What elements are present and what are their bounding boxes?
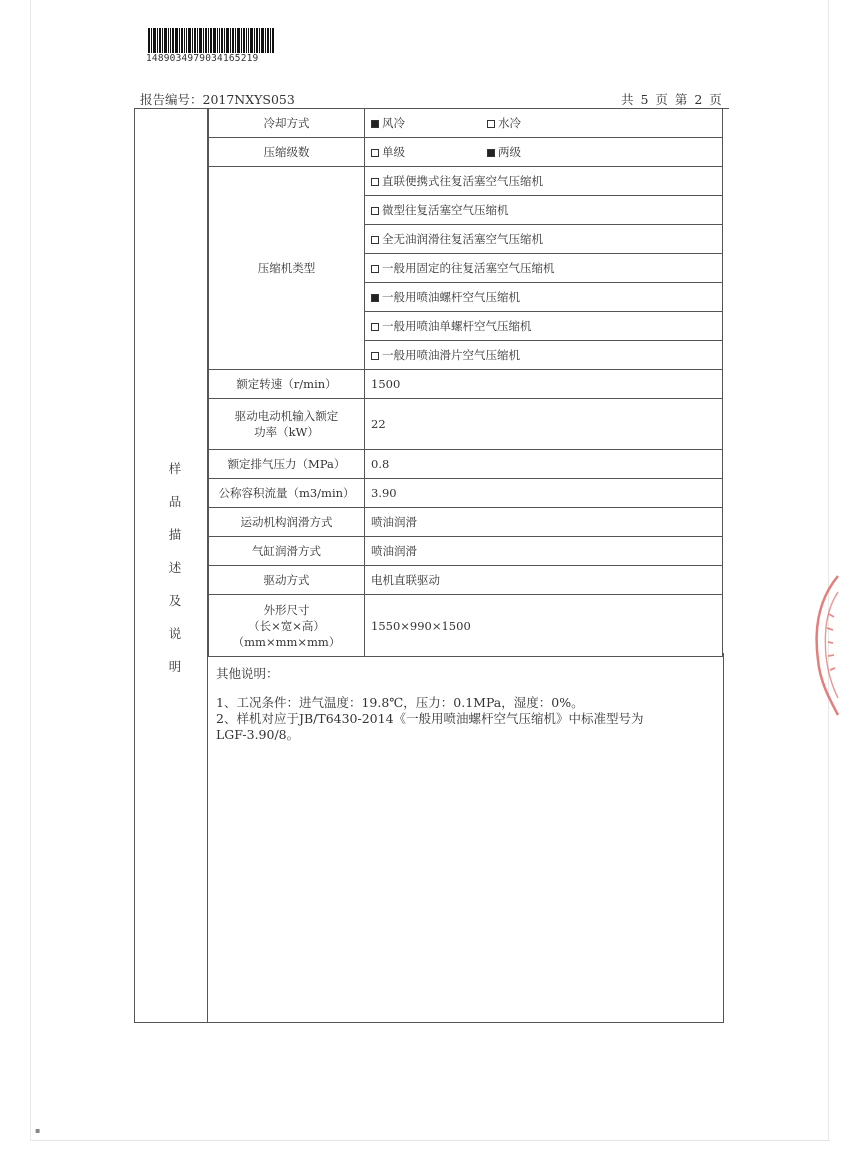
label-line: 外形尺寸 bbox=[263, 602, 310, 617]
motor-power-label bbox=[209, 399, 365, 450]
page-bottom-edge bbox=[30, 1140, 830, 1141]
checkbox-icon bbox=[371, 178, 379, 186]
dimensions-label bbox=[209, 595, 365, 657]
remarks-right-rule bbox=[723, 653, 724, 1023]
option-label: 一般用喷油单螺杆空气压缩机 bbox=[382, 319, 532, 333]
cooling-label: 冷却方式 bbox=[209, 109, 365, 138]
checkbox-icon bbox=[371, 120, 379, 128]
sample-description-label bbox=[160, 452, 190, 683]
scan-speck: ▪ bbox=[35, 1126, 41, 1135]
type-option bbox=[365, 167, 723, 196]
checkbox-icon bbox=[371, 265, 379, 273]
motor-power-value: 22 bbox=[365, 399, 723, 450]
option-single-stage bbox=[371, 144, 405, 160]
table-row bbox=[209, 479, 723, 508]
label-line: （长×宽×高） bbox=[248, 618, 325, 633]
cyl-lube-label: 气缸润滑方式 bbox=[209, 537, 365, 566]
table-row bbox=[209, 399, 723, 450]
speed-value: 1500 bbox=[365, 370, 723, 399]
barcode-number: 1489034979034165219 bbox=[146, 53, 259, 64]
label-line: 驱动电动机输入额定 bbox=[234, 409, 339, 423]
page-left-edge bbox=[30, 0, 31, 1140]
table-row bbox=[209, 508, 723, 537]
option-label: 一般用固定的往复活塞空气压缩机 bbox=[382, 261, 555, 275]
flow-value: 3.90 bbox=[365, 479, 723, 508]
type-option bbox=[365, 254, 723, 283]
table-row bbox=[209, 537, 723, 566]
table-row bbox=[209, 167, 723, 196]
table-row bbox=[209, 370, 723, 399]
remarks-line: 2、样机对应于JB/T6430-2014《一般用喷油螺杆空气压缩机》中标准型号为 bbox=[216, 711, 644, 726]
sample-spec-table bbox=[208, 108, 723, 657]
side-label-char: 品 bbox=[168, 494, 182, 509]
checkbox-icon bbox=[371, 207, 379, 215]
dimensions-value: 1550×990×1500 bbox=[365, 595, 723, 657]
option-two-stage bbox=[487, 144, 521, 160]
pressure-label: 额定排气压力（MPa） bbox=[209, 450, 365, 479]
page-count: 共 5 页 第 2 页 bbox=[621, 92, 722, 107]
flow-label: 公称容积流量（m3/min） bbox=[209, 479, 365, 508]
checkbox-icon bbox=[371, 323, 379, 331]
option-label: 风冷 bbox=[382, 116, 405, 130]
table-row bbox=[209, 109, 723, 138]
side-label-char: 描 bbox=[168, 527, 182, 542]
checkbox-icon bbox=[487, 120, 495, 128]
stages-label: 压缩级数 bbox=[209, 138, 365, 167]
label-line: （mm×mm×mm） bbox=[232, 634, 341, 649]
table-row bbox=[209, 138, 723, 167]
seal-stamp-fragment bbox=[800, 570, 840, 720]
remarks-line: 1、工况条件：进气温度：19.8℃，压力：0.1MPa，湿度：0%。 bbox=[216, 695, 584, 710]
label-line: 功率（kW） bbox=[254, 425, 319, 439]
option-label: 全无油润滑往复活塞空气压缩机 bbox=[382, 232, 543, 246]
type-option bbox=[365, 312, 723, 341]
type-label: 压缩机类型 bbox=[209, 167, 365, 370]
option-label: 水冷 bbox=[498, 116, 521, 130]
type-option bbox=[365, 341, 723, 370]
drive-label: 驱动方式 bbox=[209, 566, 365, 595]
side-label-char: 样 bbox=[168, 461, 182, 476]
side-label-char: 说 bbox=[168, 626, 182, 641]
side-label-char: 及 bbox=[168, 593, 182, 608]
option-label: 单级 bbox=[382, 145, 405, 159]
checkbox-icon bbox=[371, 352, 379, 360]
side-label-char: 明 bbox=[168, 659, 182, 674]
type-option bbox=[365, 283, 723, 312]
cyl-lube-value: 喷油润滑 bbox=[365, 537, 723, 566]
table-row bbox=[209, 595, 723, 657]
type-option bbox=[365, 225, 723, 254]
pressure-value: 0.8 bbox=[365, 450, 723, 479]
speed-label: 额定转速（r/min） bbox=[209, 370, 365, 399]
option-label: 直联便携式往复活塞空气压缩机 bbox=[382, 174, 543, 188]
mech-lube-label: 运动机构润滑方式 bbox=[209, 508, 365, 537]
option-air-cooled bbox=[371, 115, 405, 131]
drive-value: 电机直联驱动 bbox=[365, 566, 723, 595]
option-label: 微型往复活塞空气压缩机 bbox=[382, 203, 509, 217]
side-label-char: 述 bbox=[168, 560, 182, 575]
mech-lube-value: 喷油润滑 bbox=[365, 508, 723, 537]
cooling-value bbox=[365, 109, 723, 138]
option-label: 一般用喷油螺杆空气压缩机 bbox=[382, 290, 520, 304]
checkbox-icon bbox=[371, 294, 379, 302]
report-number: 报告编号：2017NXYS053 bbox=[140, 92, 295, 107]
table-row bbox=[209, 566, 723, 595]
option-label: 一般用喷油滑片空气压缩机 bbox=[382, 348, 520, 362]
table-row bbox=[209, 450, 723, 479]
remarks-title: 其他说明： bbox=[216, 666, 279, 681]
option-water-cooled bbox=[487, 115, 521, 131]
checkbox-icon bbox=[371, 149, 379, 157]
checkbox-icon bbox=[487, 149, 495, 157]
table-bottom-rule bbox=[134, 1022, 724, 1023]
other-remarks bbox=[216, 664, 716, 743]
option-label: 两级 bbox=[498, 145, 521, 159]
stages-value bbox=[365, 138, 723, 167]
checkbox-icon bbox=[371, 236, 379, 244]
remarks-line: LGF-3.90/8。 bbox=[216, 727, 300, 742]
barcode-image bbox=[148, 28, 274, 53]
type-option bbox=[365, 196, 723, 225]
